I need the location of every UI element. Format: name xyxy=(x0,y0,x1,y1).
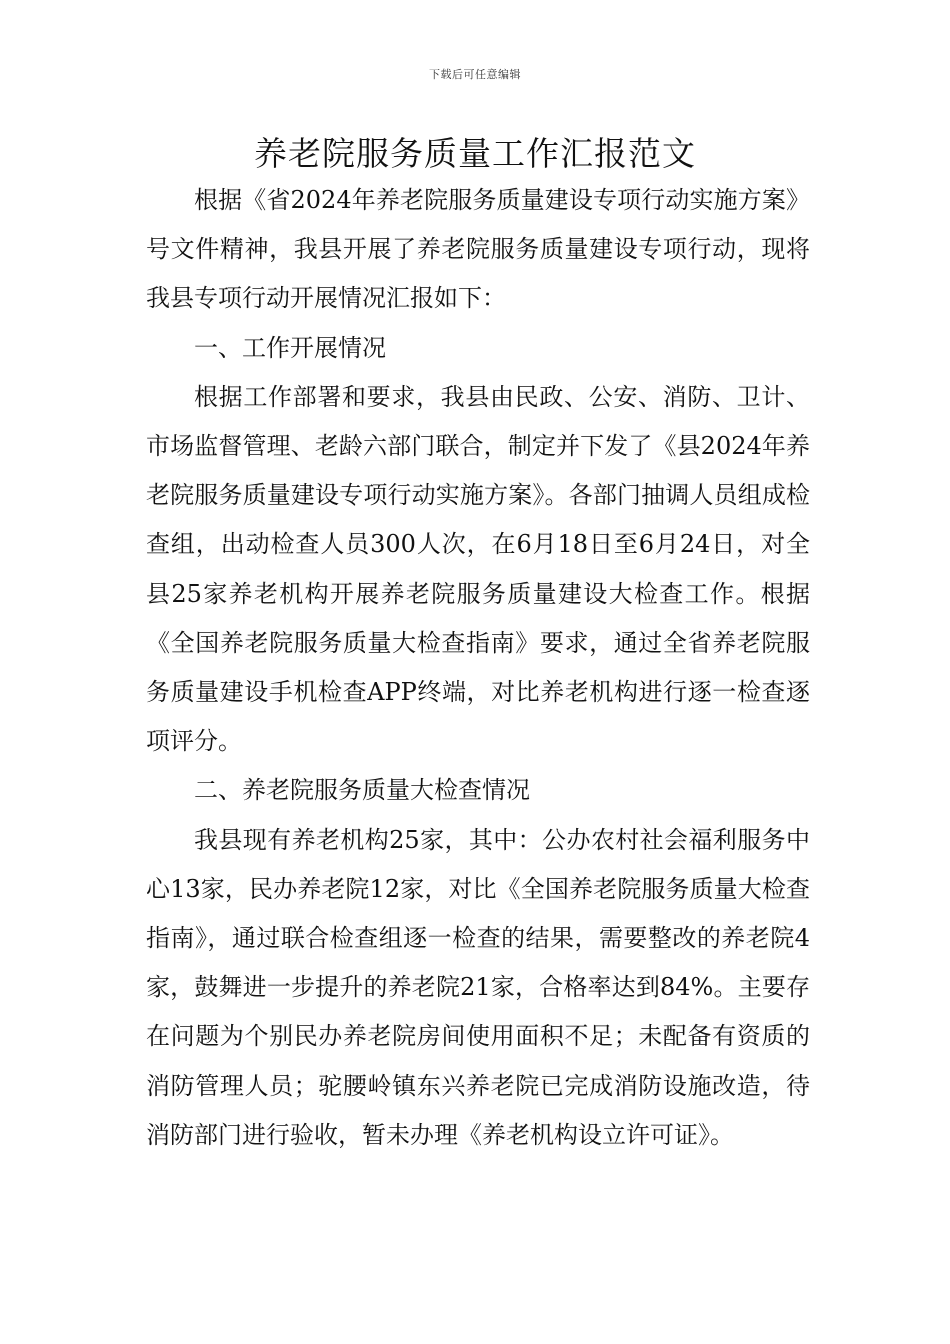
section-heading-1: 一、工作开展情况 xyxy=(194,333,386,362)
paragraph-intro: 根据《省2024年养老院服务质量建设专项行动实施方案》号文件精神，我县开展了养老院服务质量建设专项行动，现将我县专项行动开展情况汇报如下： xyxy=(146,186,810,313)
paragraph-inspection-results: 我县现有养老机构25家，其中：公办农村社会福利服务中心13家，民办养老院12家，对比《全国养老院服务质量大检查指南》，通过联合检查组逐一检查的结果，需要整改的养老院4家，鼓舞进一步提升的养老院21家，合格率达到84%。主要存在问题为个别民办养老院房间使用面积不足；未配备有资质的消防管理人员；驼腰岭镇东兴养老院已完成消防设施改造，待消防部门进行验收，暂未办理《养老机构设立许可证》。 xyxy=(146,825,810,1149)
section-heading-2: 二、养老院服务质量大检查情况 xyxy=(194,776,530,805)
header-note: 下载后可任意编辑 xyxy=(429,68,521,81)
paragraph-work-progress: 根据工作部署和要求，我县由民政、公安、消防、卫计、市场监督管理、老龄六部门联合，制定并下发了《县2024年养老院服务质量建设专项行动实施方案》。各部门抽调人员组成检查组，出动检查人员300人次，在6月18日至6月24日，对全县25家养老机构开展养老院服务质量建设大检查工作。根据《全国养老院服务质量大检查指南》要求，通过全省养老院服务质量建设手机检查APP终端，对比养老机构进行逐一检查逐项评分。 xyxy=(146,382,810,756)
document-title: 养老院服务质量工作汇报范文 xyxy=(254,134,696,173)
document-body xyxy=(146,176,810,1160)
